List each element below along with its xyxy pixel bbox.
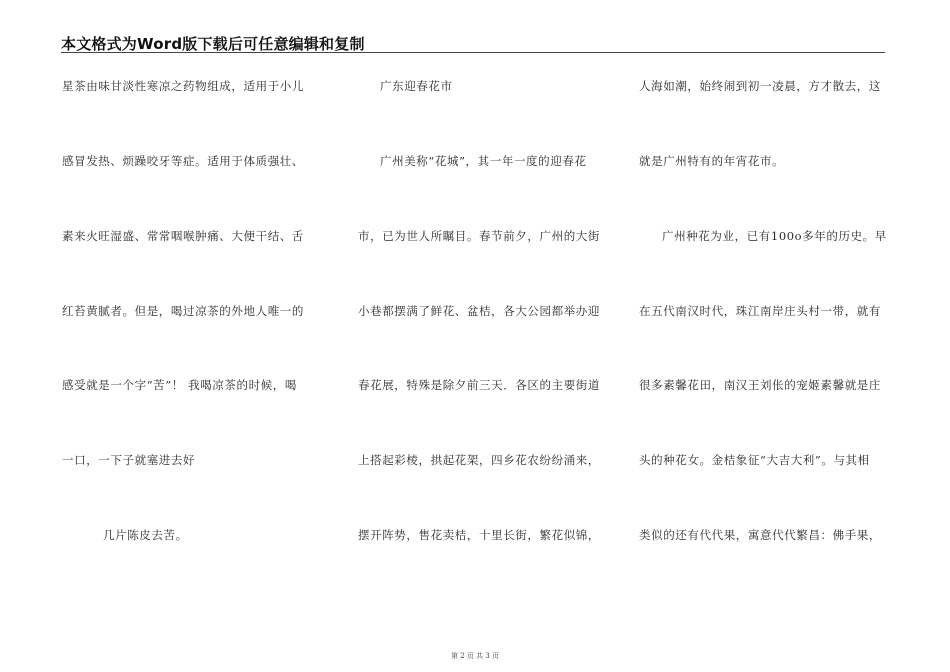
column-2-line-3: 市，已为世人所瞩目。春节前夕，广州的大街 [358, 229, 600, 243]
column-1-line-3: 素来火旺湿盛、常常咽喉肿痛、大便干结、舌 [62, 229, 304, 243]
column-2-line-2: 广州美称“花城”，其一年一度的迎春花 [380, 154, 587, 168]
column-2-line-1: 广东迎春花市 [380, 79, 453, 93]
column-3-line-7: 类似的还有代代果，寓意代代繁昌：佛手果， [639, 528, 881, 542]
column-2-line-7: 摆开阵势，售花卖桔，十里长街，繁花似锦， [358, 528, 600, 542]
column-3-line-1: 人海如潮，始终闹到初一凌晨，方才散去，这 [639, 79, 881, 93]
column-3-line-5: 很多素馨花田，南汉王刘伥的宠姬素馨就是庄 [639, 378, 881, 392]
column-1-line-5: 感受就是一个字“苦”！ 我喝凉茶的时候，喝 [62, 378, 298, 392]
column-1-line-4: 红苔黄腻者。但是，喝过凉茶的外地人唯一的 [62, 304, 304, 318]
column-3-line-3: 广州种花为业，已有100o多年的历史。早 [662, 229, 887, 243]
column-2-line-4: 小巷都摆满了鲜花、盆桔，各大公园都举办迎 [358, 304, 600, 318]
column-3-line-6: 头的种花女。金桔象征“大吉大利”。与其相 [639, 453, 870, 467]
header-rule [61, 52, 885, 53]
column-1-line-2: 感冒发热、烦躁咬牙等症。适用于体质强壮、 [62, 154, 304, 168]
column-1-line-6: 一口，一下子就塞进去好 [62, 453, 196, 467]
column-3-line-4: 在五代南汉时代，珠江南岸庄头村一带，就有 [639, 304, 881, 318]
column-1-line-7: 几片陈皮去苦。 [103, 528, 188, 542]
page-number-footer: 第 2 页 共 3 页 [450, 652, 500, 660]
column-2-line-5: 春花展，特殊是除夕前三天．各区的主要街道 [358, 378, 600, 392]
page-header-title: 本文格式为Word版下载后可任意编辑和复制 [61, 35, 365, 53]
column-1-line-1: 星茶由味甘淡性寒凉之药物组成，适用于小儿 [62, 79, 304, 93]
column-3-line-2: 就是广州特有的年宵花市。 [639, 154, 785, 168]
column-2-line-6: 上搭起彩棱，拱起花架，四乡花农纷纷涌来， [358, 453, 600, 467]
